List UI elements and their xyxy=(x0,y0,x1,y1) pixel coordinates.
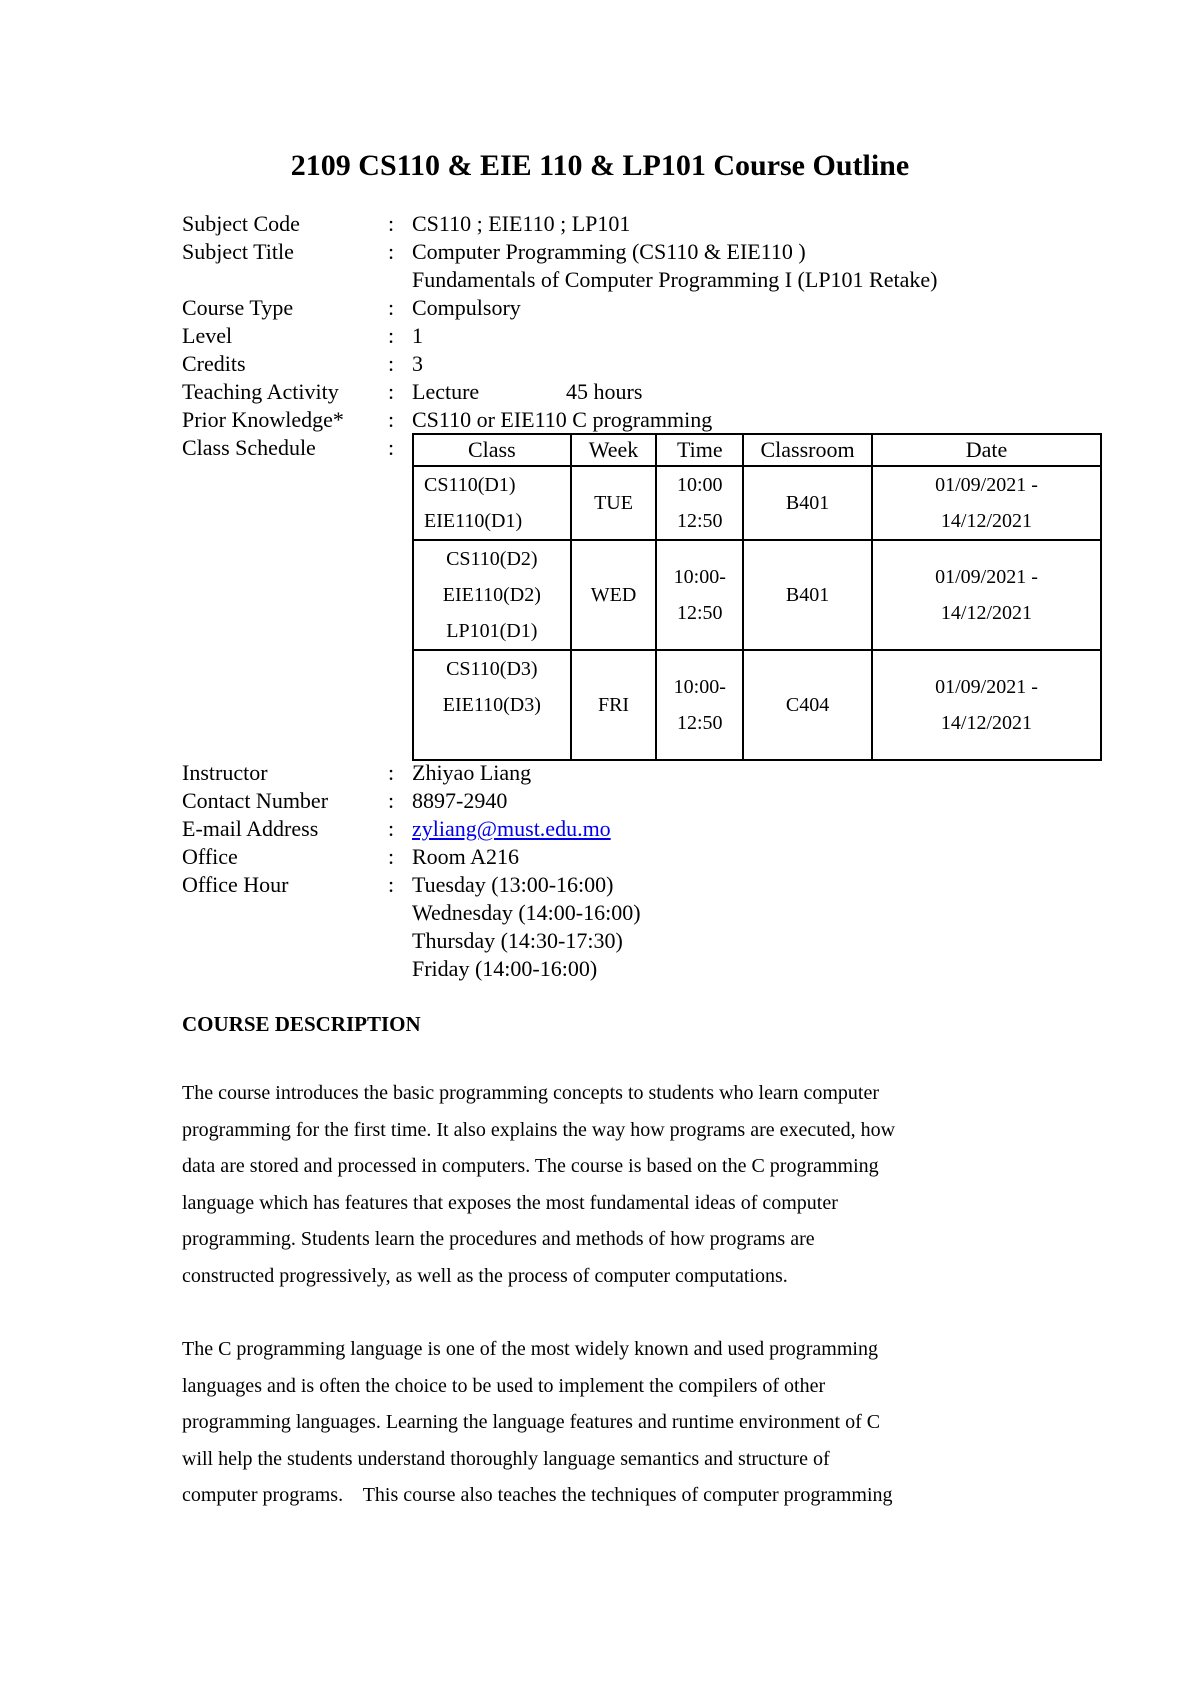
time-start: 10:00- xyxy=(673,676,726,698)
schedule-class-cell xyxy=(413,466,571,540)
info-label: Instructor xyxy=(182,760,268,785)
schedule-week-cell: TUE xyxy=(571,466,657,540)
info-row-subject-title xyxy=(182,238,1132,266)
info-row-prior-knowledge xyxy=(182,406,1132,434)
info-value: Room A216 xyxy=(412,844,519,869)
info-label: Class Schedule xyxy=(182,435,316,460)
info-label: Level xyxy=(182,323,233,348)
paragraph-line: programming. Students learn the procedures and methods of how programs are xyxy=(182,1228,815,1250)
info-label: Credits xyxy=(182,351,246,376)
paragraph-line: programming for the first time. It also explains the way how programs are executed, how xyxy=(182,1118,896,1141)
info-colon: : xyxy=(388,407,395,432)
paragraph-line: data are stored and processed in computers. The course is based on the C programming xyxy=(182,1155,879,1177)
class-code: EIE110(D2) xyxy=(442,584,541,606)
info-value: 1 xyxy=(412,323,423,348)
schedule-header: Time xyxy=(656,434,743,466)
paragraph-line: constructed progressively, as well as the process of computer computations. xyxy=(182,1264,788,1287)
info-value: 3 xyxy=(412,351,423,376)
info-value: Lecture xyxy=(412,379,480,404)
info-row-office xyxy=(182,843,1132,871)
class-code: CS110(D2) xyxy=(446,548,538,570)
date-end: 14/12/2021 xyxy=(940,712,1033,734)
info-value: CS110 or EIE110 C programming xyxy=(412,407,713,432)
class-code: EIE110(D3) xyxy=(442,694,541,716)
info-label: Course Type xyxy=(182,295,294,320)
info-label: Subject Title xyxy=(182,239,294,264)
info-colon: : xyxy=(388,323,395,348)
paragraph-line: languages and is often the choice to be used to implement the compilers of other xyxy=(182,1374,826,1397)
paragraph-line: programming languages. Learning the language features and runtime environment of C xyxy=(182,1411,881,1433)
info-row-email xyxy=(182,815,1132,843)
info-label: Office Hour xyxy=(182,872,289,897)
info-row-level xyxy=(182,322,1132,350)
schedule-time-cell xyxy=(656,466,743,540)
info-label: Contact Number xyxy=(182,788,329,813)
info-label: Prior Knowledge* xyxy=(182,407,344,432)
schedule-header: Week xyxy=(571,434,657,466)
time-end: 12:50 xyxy=(677,510,723,532)
schedule-room-cell: B401 xyxy=(743,540,872,650)
schedule-time-cell xyxy=(656,540,743,650)
schedule-header: Classroom xyxy=(743,434,872,466)
class-code: CS110(D1) xyxy=(424,474,516,496)
info-value: Compulsory xyxy=(412,295,521,320)
page-title: 2109 CS110 & EIE 110 & LP101 Course Outline xyxy=(290,149,910,182)
time-start: 10:00 xyxy=(677,474,723,496)
schedule-class-cell xyxy=(413,650,571,760)
info-row-contact-number xyxy=(182,787,1132,815)
class-code: LP101(D1) xyxy=(446,620,538,642)
class-code: CS110(D3) xyxy=(446,658,538,680)
schedule-room-cell: C404 xyxy=(743,650,872,760)
info-label: E-mail Address xyxy=(182,816,319,841)
description-paragraph-2 xyxy=(182,1331,1082,1514)
date-start: 01/09/2021 - xyxy=(935,474,1038,496)
info-colon: : xyxy=(388,351,395,376)
info-value: 8897-2940 xyxy=(412,788,508,813)
info-label: Teaching Activity xyxy=(182,379,339,404)
class-code: EIE110(D1) xyxy=(424,510,523,532)
office-hour-item: Friday (14:00-16:00) xyxy=(412,956,598,981)
info-colon: : xyxy=(388,435,395,460)
info-row-credits xyxy=(182,350,1132,378)
info-row-office-hour-cont xyxy=(182,899,1132,927)
schedule-row xyxy=(413,650,1101,760)
date-end: 14/12/2021 xyxy=(940,602,1033,624)
schedule-week-cell: WED xyxy=(571,540,657,650)
contact-info-block xyxy=(182,759,1132,983)
email-link[interactable]: zyliang@must.edu.mo xyxy=(412,816,611,841)
schedule-week-cell: FRI xyxy=(571,650,657,760)
info-row-office-hour xyxy=(182,871,1132,899)
date-end: 14/12/2021 xyxy=(940,510,1033,532)
info-row-office-hour-cont xyxy=(182,927,1132,955)
info-colon: : xyxy=(388,788,395,813)
info-value: Fundamentals of Computer Programming I (LP101 Retake) xyxy=(412,267,938,292)
info-colon: : xyxy=(388,239,395,264)
schedule-header: Date xyxy=(872,434,1101,466)
info-colon: : xyxy=(388,760,395,785)
info-row-course-type xyxy=(182,294,1132,322)
schedule-date-cell xyxy=(872,466,1101,540)
info-value: Zhiyao Liang xyxy=(412,760,532,785)
time-end: 12:50 xyxy=(677,602,723,624)
schedule-header: Class xyxy=(413,434,571,466)
info-colon: : xyxy=(388,211,395,236)
schedule-row xyxy=(413,540,1101,650)
paragraph-line: computer programs. This course also teaches the techniques of computer programming xyxy=(182,1484,893,1506)
info-colon: : xyxy=(388,844,395,869)
schedule-date-cell xyxy=(872,540,1101,650)
schedule-header-row xyxy=(413,434,1101,466)
info-hours: 45 hours xyxy=(566,379,643,404)
info-label: Office xyxy=(182,844,238,869)
info-row-subject-code xyxy=(182,210,1132,238)
class-schedule-table xyxy=(412,433,1102,761)
info-colon: : xyxy=(388,379,395,404)
office-hour-item: Wednesday (14:00-16:00) xyxy=(412,900,641,925)
schedule-time-cell xyxy=(656,650,743,760)
info-colon: : xyxy=(388,816,395,841)
info-row-subject-title-cont xyxy=(182,266,1132,294)
schedule-room-cell: B401 xyxy=(743,466,872,540)
info-row-teaching-activity xyxy=(182,378,1132,406)
office-hour-item: Tuesday (13:00-16:00) xyxy=(412,872,614,897)
date-start: 01/09/2021 - xyxy=(935,566,1038,588)
section-heading: COURSE DESCRIPTION xyxy=(182,1012,421,1036)
office-hour-item: Thursday (14:30-17:30) xyxy=(412,928,623,953)
info-row-instructor xyxy=(182,759,1132,787)
info-value: Computer Programming (CS110 & EIE110 ) xyxy=(412,239,806,264)
info-row-office-hour-cont xyxy=(182,955,1132,983)
time-start: 10:00- xyxy=(673,566,726,588)
paragraph-line: The C programming language is one of the most widely known and used programming xyxy=(182,1338,878,1360)
info-label: Subject Code xyxy=(182,211,300,236)
paragraph-line: language which has features that exposes the most fundamental ideas of computer xyxy=(182,1191,838,1214)
info-colon: : xyxy=(388,872,395,897)
paragraph-line: will help the students understand thoroughly language semantics and structure of xyxy=(182,1447,830,1470)
schedule-row xyxy=(413,466,1101,540)
time-end: 12:50 xyxy=(677,712,723,734)
description-paragraph-1 xyxy=(182,1075,1082,1294)
paragraph-line: The course introduces the basic programming concepts to students who learn computer xyxy=(182,1082,880,1104)
course-info-block xyxy=(182,210,1132,462)
info-value: CS110 ; EIE110 ; LP101 xyxy=(412,211,631,236)
schedule-class-cell xyxy=(413,540,571,650)
date-start: 01/09/2021 - xyxy=(935,676,1038,698)
info-colon: : xyxy=(388,295,395,320)
schedule-date-cell xyxy=(872,650,1101,760)
